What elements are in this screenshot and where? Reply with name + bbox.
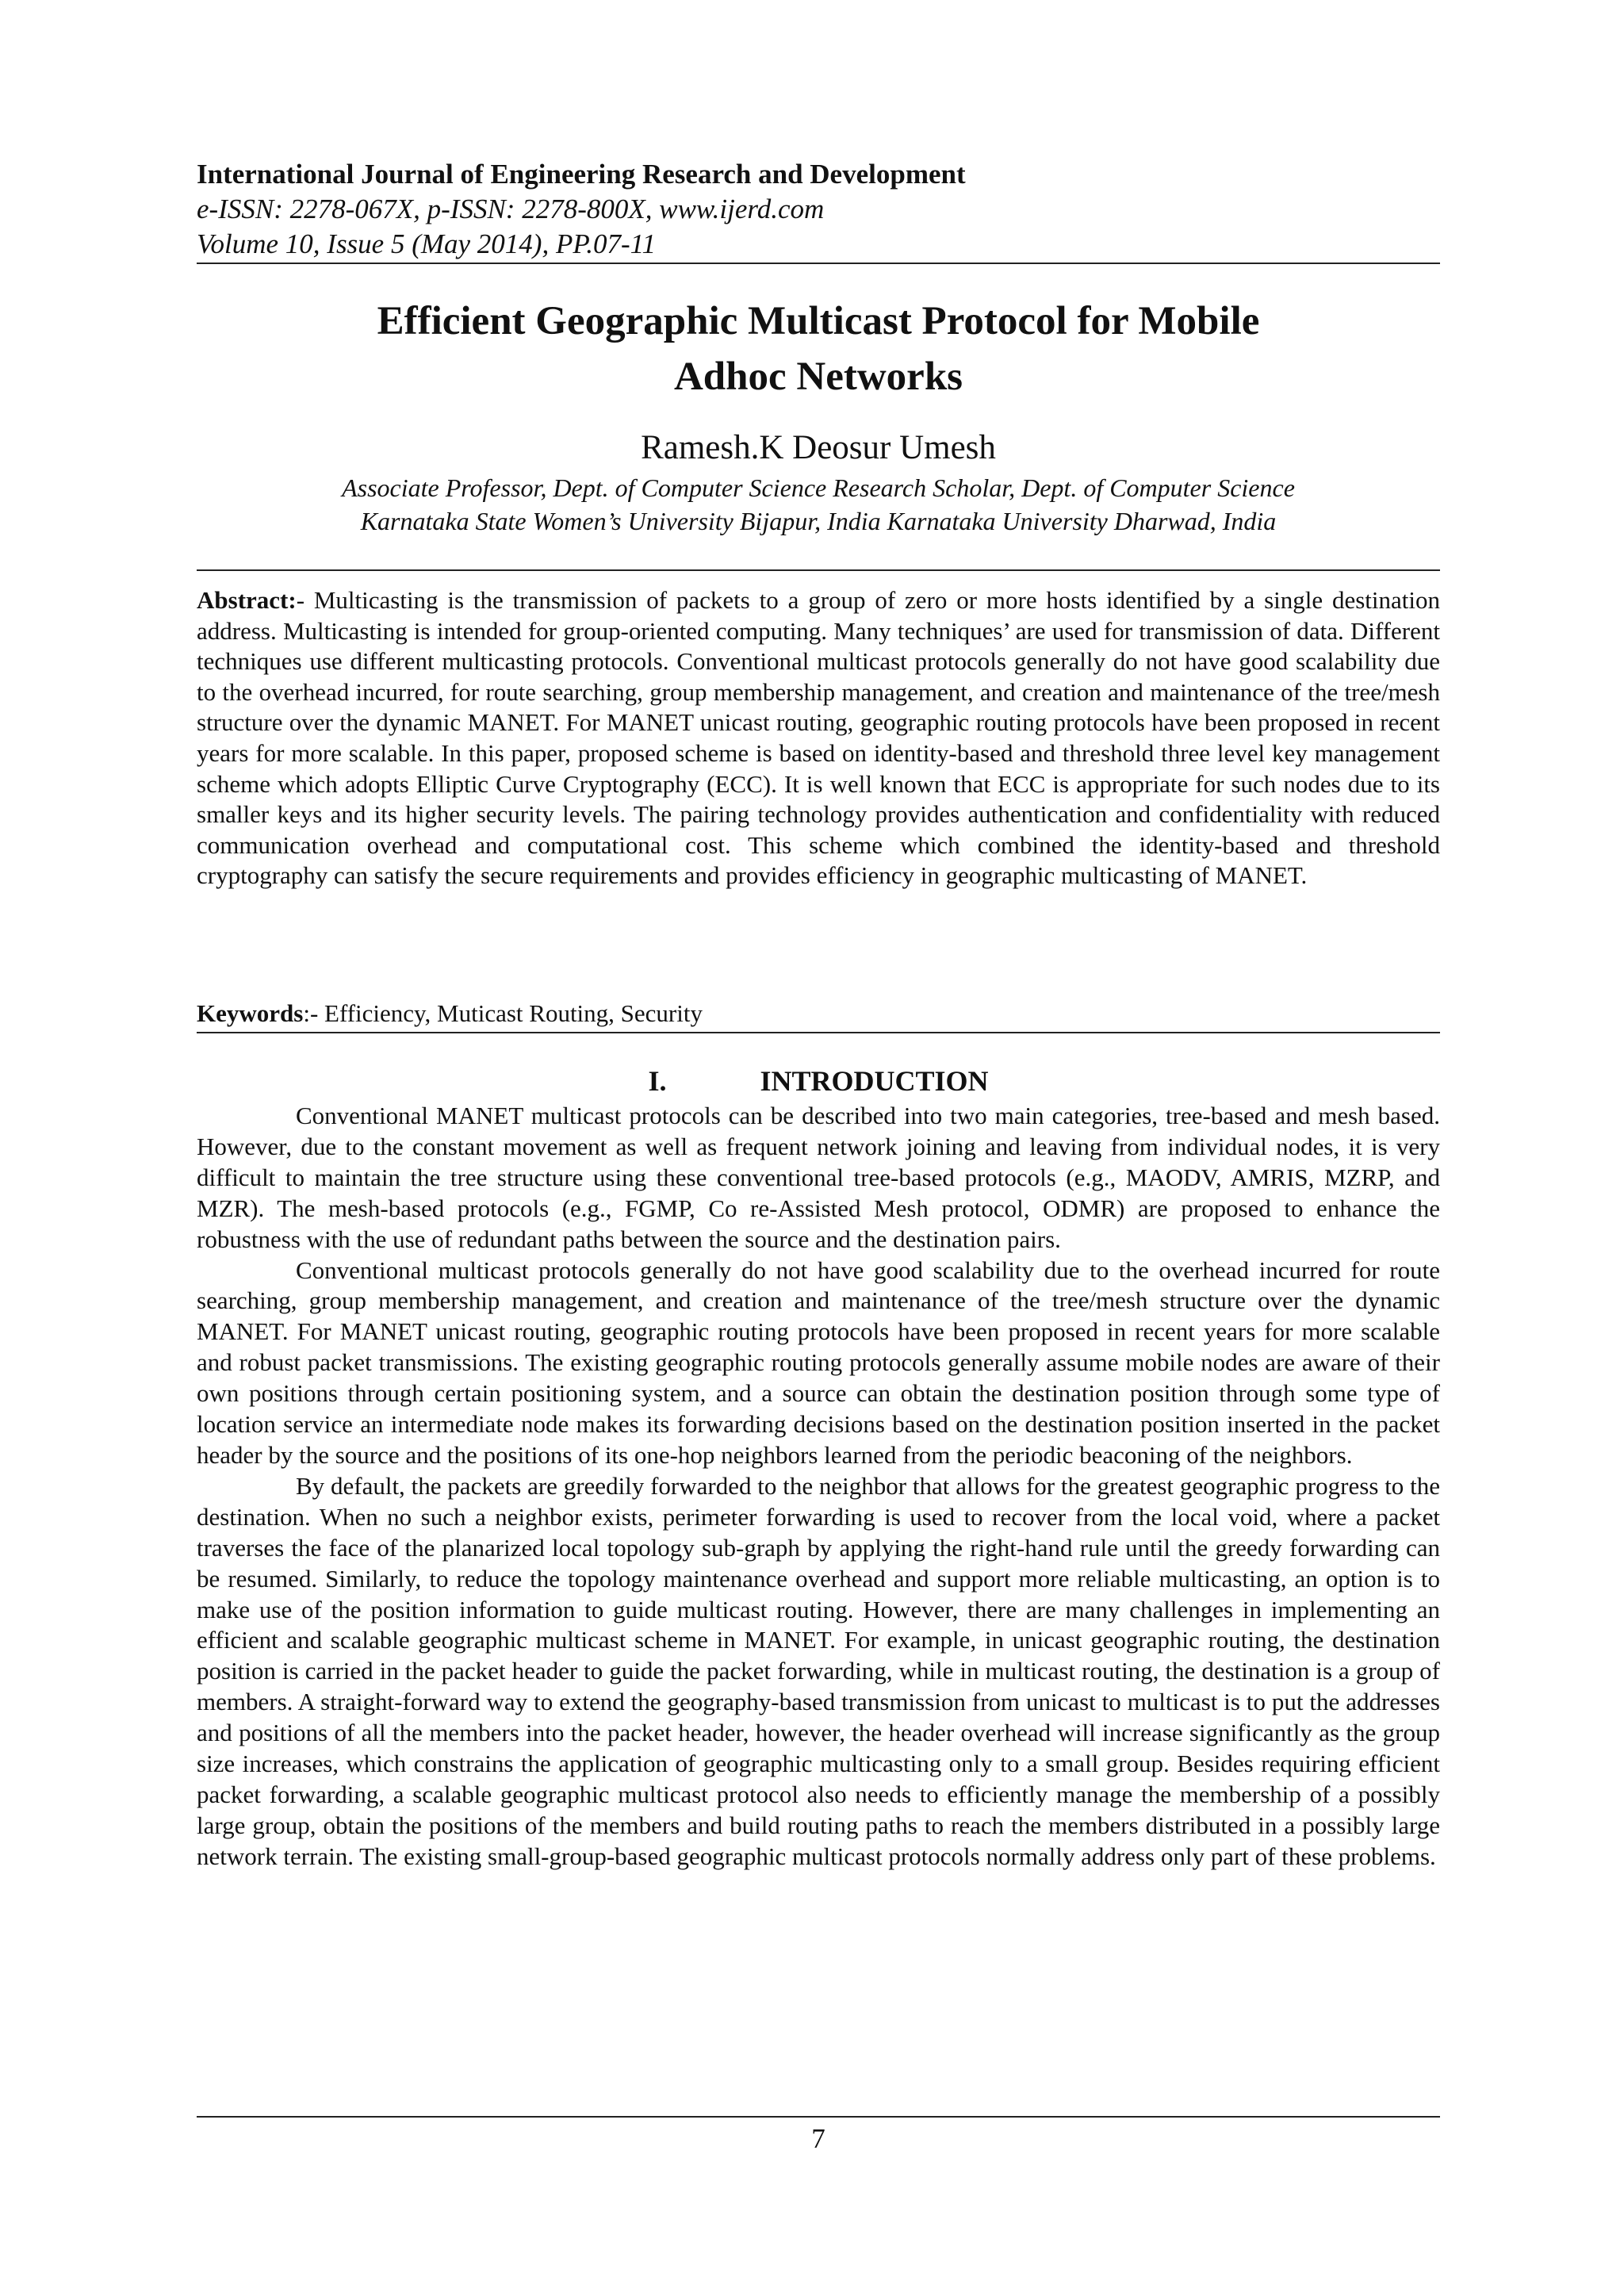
affiliation-line-1: Associate Professor, Dept. of Computer Science Research Scholar, Dept. of Computer Science (342, 473, 1295, 502)
intro-paragraph-3: By default, the packets are greedily forwarded to the neighbor that allows for the greatest geographic progress to the destination. When no such a neighbor exists, perimeter forwarding is used to recover from the local void, where a packet traverses the face of the planarized local topology sub-graph by applying the right-hand rule until the greedy forwarding can be resumed. Similarly, to reduce the topology maintenance overhead and support more reliable multicasting, an option is to make use of the position information to guide multicast routing. However, there are many challenges in implementing an efficient and scalable geographic multicast scheme in MANET. For example, in unicast geographic routing, the destination position is carried in the packet header to guide the packet forwarding, while in multicast routing, the destination is a group of members. A straight-forward way to extend the geography-based transmission from unicast to multicast is to put the addresses and positions of all the members into the packet header, however, the header overhead will increase significantly as the group size increases, which constrains the application of geographic multicasting only to a small group. Besides requiring efficient packet forwarding, a scalable geographic multicast protocol also needs to efficiently manage the membership of a possibly large group, obtain the positions of the members and build routing paths to reach the members distributed in a possibly large network terrain. The existing small-group-based geographic multicast protocols normally address only part of these problems. (197, 1471, 1440, 1870)
journal-volume: Volume 10, Issue 5 (May 2014), PP.07-11 (197, 228, 657, 259)
keywords-text: :- Efficiency, Muticast Routing, Security (303, 999, 703, 1027)
intro-paragraph-1: Conventional MANET multicast protocols can be described into two main categories, tree-based and mesh based. However, due to the constant movement as well as frequent network joining and leaving from individual nodes, it is very difficult to maintain the tree structure using these conventional tree-based protocols (e.g., MAODV, AMRIS, MZRP, and MZR). The mesh-based protocols (e.g., FGMP, Co re-Assisted Mesh protocol, ODMR) are proposed to enhance the robustness with the use of redundant paths between the source and the destination pairs. (197, 1102, 1440, 1253)
abstract (197, 585, 1440, 891)
abstract-text: - Multicasting is the transmission of packets to a group of zero or more hosts identified by a single destination address. Multicasting is intended for group-oriented computing. Many techniques’ are used for transmission of data. Different techniques use different multicasting protocols. Conventional multicast protocols generally do not have good scalability due to the overhead incurred, for route searching, group membership management, and creation and maintenance of the tree/mesh structure over the dynamic MANET. For MANET unicast routing, geographic routing protocols have been proposed in recent years for more scalable. In this paper, proposed scheme is based on identity-based and threshold three level key management scheme which adopts Elliptic Curve Cryptography (ECC). It is well known that ECC is appropriate for such nodes due to its smaller keys and its higher security levels. The pairing technology provides authentication and confidentiality with reduced communication overhead and computational cost. This scheme which combined the identity-based and threshold cryptography can satisfy the secure requirements and provides efficiency in geographic multicasting of MANET. (197, 586, 1440, 890)
paper-title (197, 293, 1440, 404)
affiliation-line-2: Karnataka State Women’s University Bijapur, India Karnataka University Dharwad, India (360, 507, 1277, 535)
intro-paragraph-2: Conventional multicast protocols generally do not have good scalability due to the overhead incurred for route searching, group membership management, and creation and maintenance of the tree/mesh structure over the dynamic MANET. For MANET unicast routing, geographic routing protocols have been proposed in recent years for more scalable and robust packet transmissions. The existing geographic routing protocols generally assume mobile nodes are aware of their own positions through certain positioning system, and a source can obtain the destination position through some type of location service an intermediate node makes its forwarding decisions based on the destination position inserted in the packet header by the source and the positions of its one-hop neighbors learned from the periodic beaconing of the neighbors. (197, 1255, 1440, 1469)
section-number: I. (648, 1065, 667, 1097)
page-number: 7 (811, 2123, 825, 2154)
journal-name: International Journal of Engineering Research and Development (197, 159, 966, 190)
footer-rule (197, 2116, 1440, 2118)
section-title: INTRODUCTION (760, 1065, 989, 1097)
abstract-label: Abstract: (197, 586, 297, 614)
journal-issn: e-ISSN: 2278-067X, p-ISSN: 2278-800X, www.ijerd.com (197, 194, 825, 224)
section-heading-introduction (197, 1063, 1440, 1099)
paper-authors: Ramesh.K Deosur Umesh (641, 429, 996, 466)
paper-title-line-2: Adhoc Networks (673, 355, 963, 399)
keywords-bottom-rule (197, 1032, 1440, 1033)
paper-affiliation (197, 471, 1440, 538)
keywords-label: Keywords (197, 999, 304, 1027)
header-rule (197, 263, 1440, 264)
abstract-top-rule (197, 569, 1440, 571)
journal-header (197, 157, 1440, 262)
keywords (197, 998, 1440, 1029)
introduction-body (197, 1101, 1440, 1872)
paper-title-line-1: Efficient Geographic Multicast Protocol for Mobile (377, 299, 1260, 343)
